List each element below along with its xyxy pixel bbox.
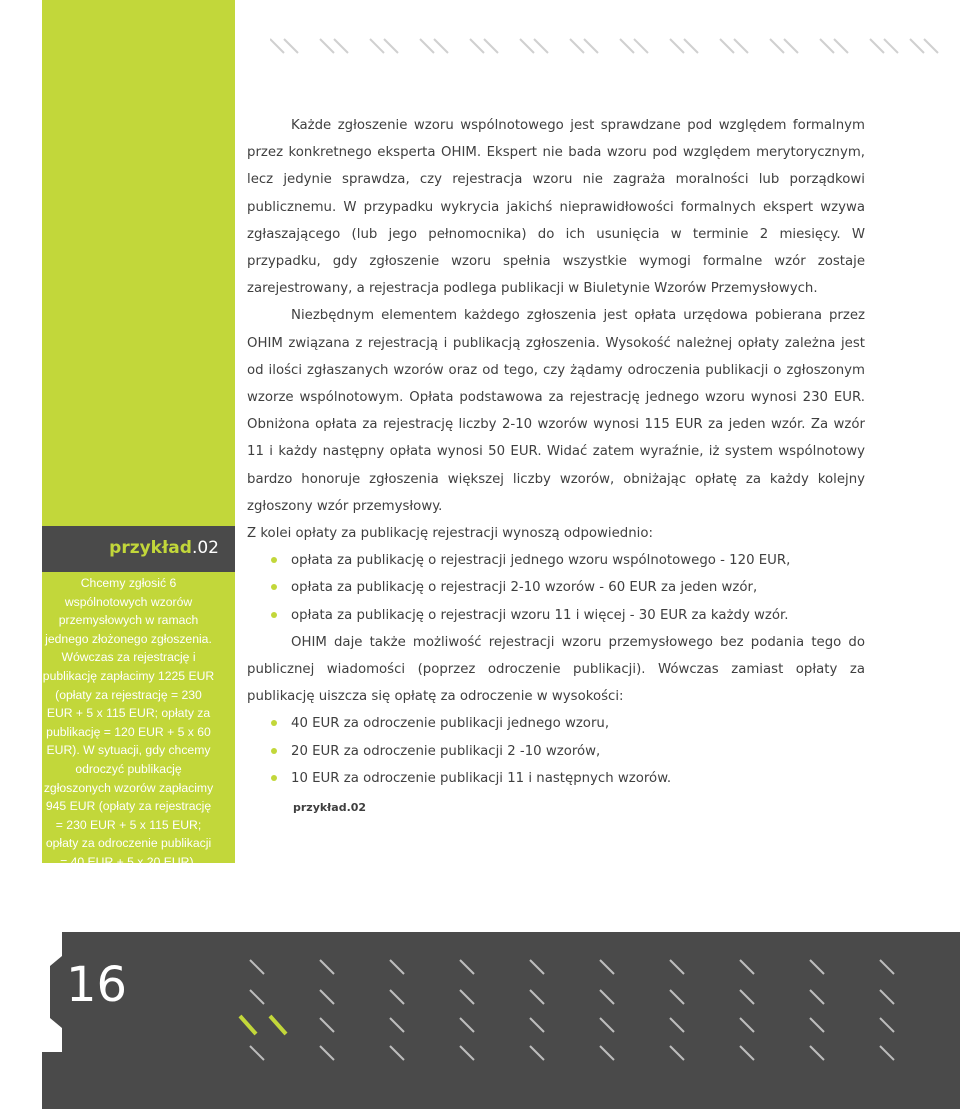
deferment-fees-list (247, 710, 865, 792)
bullet-icon (271, 612, 277, 618)
list-item-text: 20 EUR za odroczenie publikacji 2 -10 wzorów, (291, 743, 601, 759)
paragraph-2: Niezbędnym elementem każdego zgłoszenia jest opłata urzędowa pobierana przez OHIM związana z rejestracją i publikacją zgłoszenia. Wysokość należnej opłaty zależna jest od ilości zgłaszanych wzorów oraz od tego, czy żądamy odroczenia publikacji o zgłoszonym wzorze wspólnotowym. Opłata podstawowa za rejestrację jednego wzoru wynosi 230 EUR. Obniżona opłata za rejestrację liczby 2-10 wzorów wynosi 115 EUR za jeden wzór. Za wzór 11 i każdy następny opłata wynosi 50 EUR. Widać zatem wyraźnie, iż system wspólnotowy bardzo honoruje zgłoszenia większej liczby wzorów, obniżając opłatę za każdy kolejny zgłoszony wzór przemysłowy. (247, 308, 865, 514)
list-item-text: 10 EUR za odroczenie publikacji 11 i następnych wzorów. (291, 770, 672, 786)
list-item-text: opłata za publikację o rejestracji wzoru 11 i więcej - 30 EUR za każdy wzór. (291, 607, 789, 623)
list-item (291, 765, 865, 792)
example-header (42, 526, 235, 572)
paragraph-3: Z kolei opłaty za publikację rejestracji wynoszą odpowiednio: (247, 526, 653, 542)
publication-fees-list (247, 547, 865, 629)
list-item-text: 40 EUR za odroczenie publikacji jednego wzoru, (291, 716, 610, 732)
footer-slash-decoration (230, 950, 930, 1070)
bullet-icon (271, 775, 277, 781)
example-number: .02 (191, 538, 219, 558)
list-item (291, 547, 865, 574)
top-slash-decoration (270, 34, 950, 56)
example-reference: przykład.02 (293, 801, 367, 815)
bullet-icon (271, 557, 277, 563)
list-item (291, 574, 865, 601)
example-title (109, 538, 219, 558)
bullet-icon (271, 584, 277, 590)
list-item (291, 710, 865, 737)
list-item-text: opłata za publikację o rejestracji 2-10 wzorów - 60 EUR za jeden wzór, (291, 580, 758, 596)
list-item-text: opłata za publikację o rejestracji jednego wzoru wspólnotowego - 120 EUR, (291, 553, 791, 569)
sidebar-white-stripe (0, 0, 42, 863)
page-number: 16 (66, 957, 128, 1013)
paragraph-4: OHIM daje także możliwość rejestracji wzoru przemysłowego bez podania tego do publicznej wiadomości (poprzez odroczenie publikacji). Wówczas zamiast opłaty za publikację uiszcza się opłatę za odroczenie w wysokości: (247, 634, 865, 705)
list-item (291, 738, 865, 765)
list-item (291, 602, 865, 629)
example-title-word: przykład (109, 538, 192, 558)
main-content (247, 112, 865, 818)
bullet-icon (271, 748, 277, 754)
example-text: Chcemy zgłosić 6 wspólnotowych wzorów przemysłowych w ramach jednego złożonego zgłoszenia. Wówczas za rejestrację i publikację zapłacimy 1225 EUR (opłaty za rejestrację = 230 EUR + 5 x 115 EUR; opłaty za publikację = 120 EUR + 5 x 60 EUR). W sytuacji, gdy chcemy odroczyć publikację zgłoszonych wzorów zapłacimy 945 EUR (opłaty za rejestrację = 230 EUR + 5 x 115 EUR; opłaty za odroczenie publikacji = 40 EUR + 5 x 20 EUR). (42, 576, 215, 869)
paragraph-1: Każde zgłoszenie wzoru wspólnotowego jest sprawdzane pod względem formalnym przez konkretnego eksperta OHIM. Ekspert nie bada wzoru pod względem merytorycznym, lecz jedynie sprawdza, czy rejestracja wzoru nie zagraża moralności lub porządkowi publicznemu. W przypadku wykrycia jakichś nieprawidłowości formalnych ekspert wzywa zgłaszającego (lub jego pełnomocnika) do ich usunięcia w terminie 2 miesięcy. W przypadku, gdy zgłoszenie wzoru spełnia wszystkie wymogi formalne wzór zostaje zarejestrowany, a rejestracja podlega publikacji w Biuletynie Wzorów Przemysłowych. (247, 118, 865, 297)
bullet-icon (271, 720, 277, 726)
